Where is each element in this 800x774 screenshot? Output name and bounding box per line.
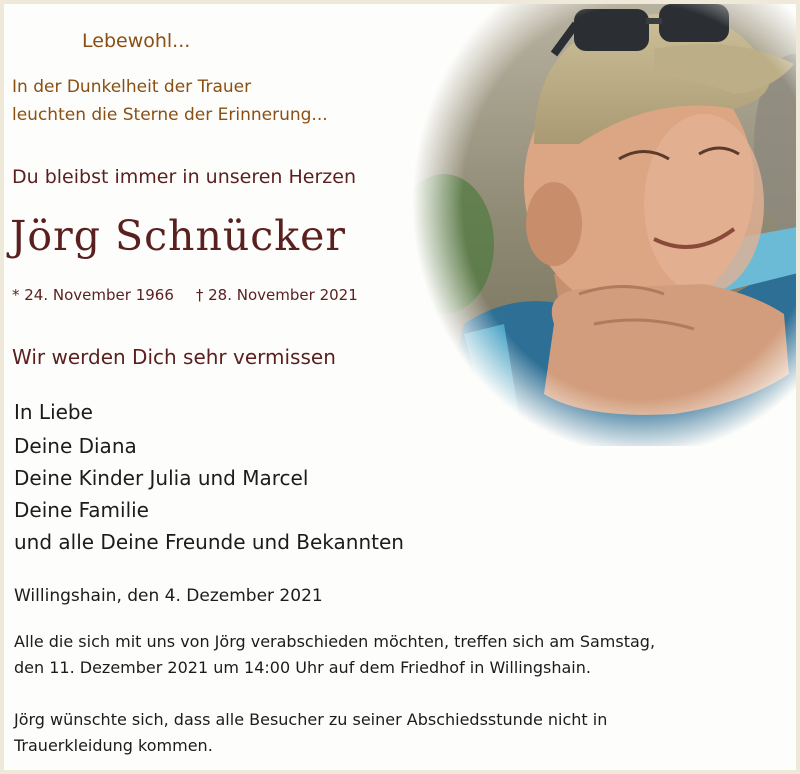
- farewell-heading: Lebewohl...: [82, 30, 191, 52]
- deceased-name: Jörg Schnücker: [10, 212, 346, 260]
- life-dates: [12, 286, 358, 304]
- death-date: † 28. November 2021: [195, 286, 358, 304]
- wish-line-2: Trauerkleidung kommen.: [14, 736, 213, 755]
- heart-line: Du bleibst immer in unseren Herzen: [12, 166, 356, 188]
- signatory: Deine Familie: [14, 498, 149, 522]
- funeral-info-line-2: den 11. Dezember 2021 um 14:00 Uhr auf dem Friedhof in Willingshain.: [14, 658, 591, 677]
- verse-line-2: leuchten die Sterne der Erinnerung...: [12, 105, 328, 125]
- miss-line: Wir werden Dich sehr vermissen: [12, 345, 336, 369]
- signatory: Deine Diana: [14, 434, 137, 458]
- obituary-card: [4, 4, 796, 770]
- verse-line-1: In der Dunkelheit der Trauer: [12, 77, 252, 97]
- portrait-photo: [404, 4, 796, 446]
- funeral-info-line-1: Alle die sich mit uns von Jörg verabschieden möchten, treffen sich am Samstag,: [14, 632, 656, 651]
- signatory: und alle Deine Freunde und Bekannten: [14, 530, 404, 554]
- wish-line-1: Jörg wünschte sich, dass alle Besucher zu seiner Abschiedsstunde nicht in: [14, 710, 608, 729]
- birth-date: * 24. November 1966: [12, 286, 174, 304]
- love-line: In Liebe: [14, 400, 93, 424]
- place-date: Willingshain, den 4. Dezember 2021: [14, 586, 323, 606]
- signatory: Deine Kinder Julia und Marcel: [14, 466, 309, 490]
